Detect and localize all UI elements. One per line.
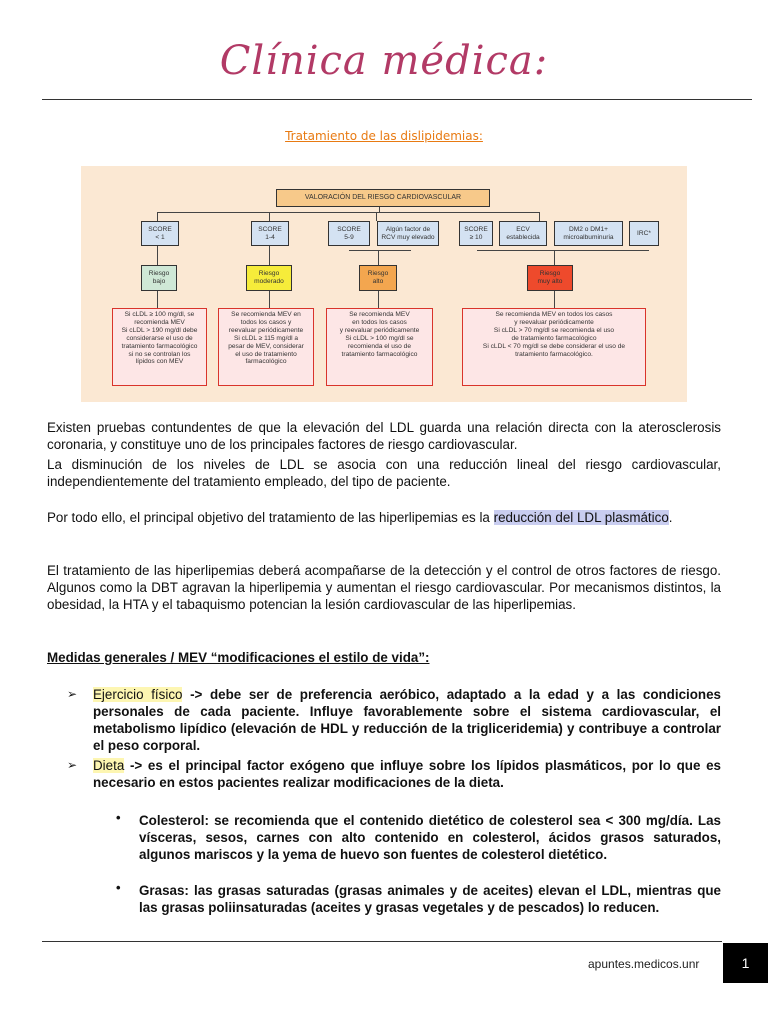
medidas-heading: Medidas generales / MEV “modificaciones el estilo de vida”:	[47, 650, 430, 665]
risk-moderate-box: Riesgo moderado	[246, 265, 292, 291]
risk-assessment-header: VALORACIÓN DEL RIESGO CARDIOVASCULAR	[276, 189, 490, 207]
connector-line	[477, 250, 649, 251]
score-box: IRC*	[629, 221, 659, 246]
connector-line	[554, 291, 555, 308]
score-box: SCORE 1-4	[251, 221, 289, 246]
recommendation-box: Se recomienda MEV en todos los casos y reevaluar periódicamente Si cLDL > 100 mg/dl se recomienda el uso de tratamiento farmacológico	[326, 308, 433, 386]
connector-line	[378, 291, 379, 308]
connector-line	[554, 250, 555, 265]
connector-line	[269, 212, 270, 221]
connector-line	[269, 246, 270, 265]
page-number: 1	[723, 943, 768, 983]
score-box: Algún factor de RCV muy elevado	[377, 221, 439, 246]
connector-line	[349, 250, 411, 251]
paragraph-4: El tratamiento de las hiperlipemias deberá acompañarse de la detección y el control de otros factores de riesgo. Algunos como la DBT agravan la hiperlipemia y aumentan el riesgo cardiovascular. Por mecanismos distintos, la obesidad, la HTA y el tabaquismo potencian la lesión cardiovascular de las hiperlipemias.	[47, 563, 721, 612]
page-title: Clínica médica:	[219, 38, 549, 84]
subitem-grasas: Grasas: las grasas saturadas (grasas animales y de aceites) elevan el LDL, mientras que las grasas poliinsaturadas (aceites y grasas vegetales y de pescados) lo reducen.	[139, 883, 721, 915]
risk-flowchart	[81, 166, 687, 402]
risk-very-high-box: Riesgo muy alto	[527, 265, 573, 291]
recommendation-box: Se recomienda MEV en todos los casos y reevaluar periódicamente Si cLDL > 70 mg/dl se recomienda el uso de tratamiento farmacológico Si cLDL < 70 mg/dl se debe considerar el uso de tratamiento farmacológico.	[462, 308, 646, 386]
connector-line	[157, 212, 539, 213]
recommendation-box: Se recomienda MEV en todos los casos y reevaluar periódicamente Si cLDL ≥ 115 mg/dl a pesar de MEV, considerar el uso de tratamiento farmacológico	[218, 308, 314, 386]
bullet-icon: •	[116, 880, 121, 895]
connector-line	[539, 212, 540, 221]
paragraph-2: La disminución de los niveles de LDL se asocia con una reducción lineal del riesgo cardiovascular, independientemente del tratamiento empleado, del tipo de paciente.	[47, 457, 721, 489]
score-box: SCORE 5-9	[328, 221, 370, 246]
risk-low-box: Riesgo bajo	[141, 265, 177, 291]
connector-line	[269, 291, 270, 308]
risk-high-box: Riesgo alto	[359, 265, 397, 291]
connector-line	[157, 246, 158, 265]
footer-source: apuntes.medicos.unr	[588, 957, 700, 971]
arrow-bullet-icon: ➢	[67, 687, 78, 701]
connector-line	[157, 212, 158, 221]
arrow-bullet-icon: ➢	[67, 758, 78, 772]
list-item-ejercicio: Ejercicio físico -> debe ser de preferencia aeróbico, adaptado a la edad y a las condiciones personales de cada paciente. Influye favorablemente sobre el sistema cardiovascular, el metabolismo lipídico (elevación de HDL y reducción de la trigliceridemia) y contribuye a controlar el peso corporal.	[93, 687, 721, 753]
bullet-icon: •	[116, 810, 121, 825]
paragraph-3: Por todo ello, el principal objetivo del tratamiento de las hiperlipemias es la reducción del LDL plasmático.	[47, 510, 673, 525]
bottom-divider	[42, 941, 722, 942]
paragraph-1: Existen pruebas contundentes de que la elevación del LDL guarda una relación directa con la aterosclerosis coronaria, y constituye uno de los principales factores de riesgo cardiovascular.	[47, 420, 721, 452]
score-box: ECV establecida	[499, 221, 547, 246]
connector-line	[376, 212, 377, 221]
score-box: SCORE ≥ 10	[459, 221, 493, 246]
score-box: DM2 o DM1+ microalbuminuria	[554, 221, 623, 246]
subitem-colesterol: Colesterol: se recomienda que el contenido dietético de colesterol sea < 300 mg/día. Las vísceras, sesos, carnes con alto contenido en colesterol, ácidos grasos saturados, algunos mariscos y la yema de huevo son fuentes de colesterol dietético.	[139, 813, 721, 862]
connector-line	[378, 250, 379, 265]
connector-line	[379, 207, 380, 213]
section-heading: Tratamiento de las dislipidemias:	[285, 129, 483, 143]
connector-line	[157, 291, 158, 308]
highlight-ldl: reducción del LDL plasmático	[493, 510, 669, 525]
recommendation-box: Si cLDL ≥ 100 mg/dl, se recomienda MEV Si cLDL > 190 mg/dl debe considerarse el uso de tratamiento farmacológico si no se controlan los lípidos con MEV	[112, 308, 207, 386]
score-box: SCORE < 1	[141, 221, 179, 246]
top-divider	[42, 99, 752, 100]
list-item-dieta: Dieta -> es el principal factor exógeno que influye sobre los lípidos plasmáticos, por lo que es necesario en estos pacientes realizar modificaciones de la dieta.	[93, 758, 721, 790]
